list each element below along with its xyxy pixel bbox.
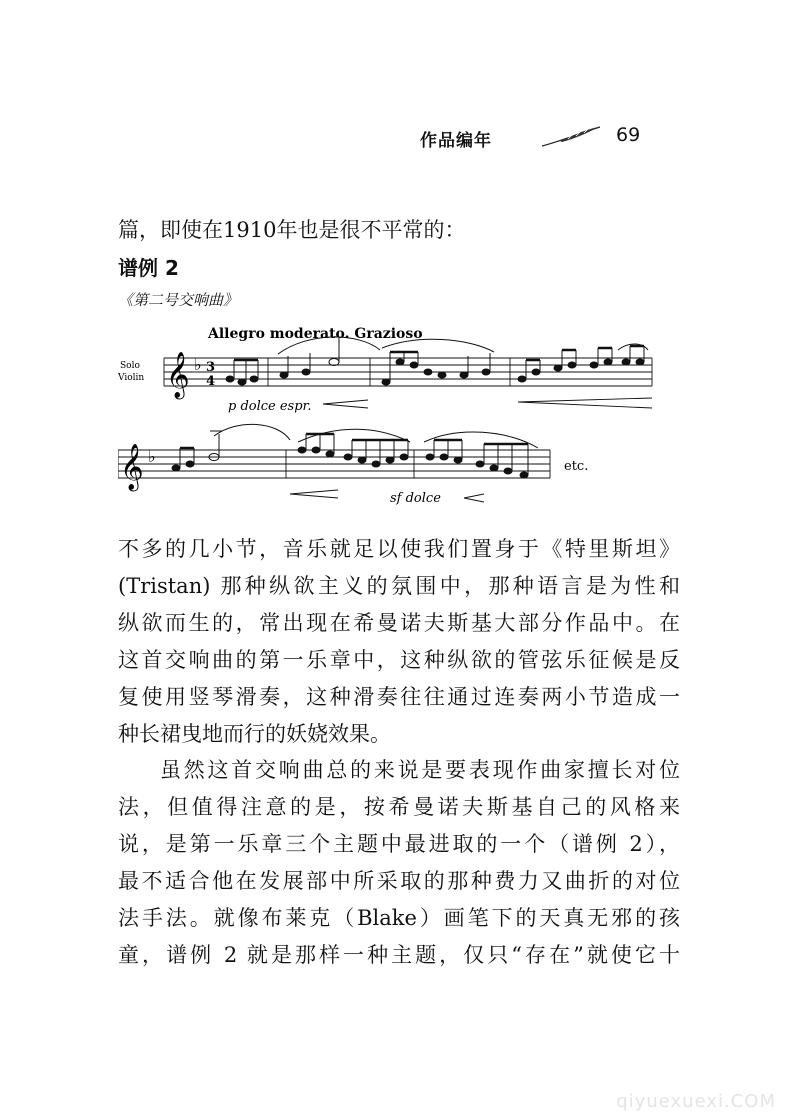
paragraph-line: 种长裙曳地而行的妖娆效果。 — [118, 722, 391, 746]
paragraph-line: 说，是第一乐章三个主题中最进取的一个（谱例 2）， — [118, 832, 680, 856]
page-number: 69 — [616, 124, 641, 146]
paragraph-line: 童，谱例 2 就是那样一种主题，仅只“存在”就使它十 — [118, 943, 680, 967]
intro-text: 篇，即使在1910年也是很不平常的： — [118, 218, 466, 242]
notes-staff-1 — [226, 337, 648, 385]
hairpin-4 — [464, 494, 484, 502]
notes-staff-2 — [172, 424, 538, 478]
flat-key-signature-icon: ♭ — [194, 355, 202, 374]
paragraph-line: 法手法。就像布莱克（Blake）画笔下的天真无邪的孩 — [118, 906, 680, 930]
flat-key-signature-icon-2: ♭ — [148, 447, 156, 466]
treble-clef-icon-2: 𝄞 — [120, 444, 144, 490]
instrument-label-2: Violin — [118, 373, 145, 383]
time-signature-bottom: 4 — [206, 374, 216, 389]
example-title: 《第二号交响曲》 — [118, 291, 239, 309]
feather-ornament-icon — [538, 124, 608, 150]
header-title: 作品编年 — [420, 131, 492, 151]
paragraph-line: 最不适合他在发展部中所采取的那种费力又曲折的对位 — [118, 869, 680, 893]
paragraph-line: 法，但值得注意的是，按希曼诺夫斯基自己的风格来 — [118, 795, 680, 819]
instrument-label-1: Solo — [120, 361, 140, 371]
etc-marking: etc. — [564, 459, 589, 474]
example-label: 谱例 2 — [118, 256, 179, 280]
staff-1 — [164, 358, 652, 386]
hairpin-2 — [518, 398, 652, 408]
paragraph-1 — [118, 531, 680, 753]
music-score — [118, 318, 658, 518]
dynamic-marking-2: sf dolce — [390, 491, 441, 506]
dynamic-marking-1: p dolce espr. — [228, 399, 312, 414]
time-signature-top: 3 — [206, 360, 216, 375]
paragraph-line: 这首交响曲的第一乐章中，这种纵欲的管弦乐征候是反 — [118, 648, 680, 672]
paragraph-line: 虽然这首交响曲总的来说是要表现作曲家擅长对位 — [160, 758, 680, 782]
running-header — [420, 122, 660, 154]
hairpin-3 — [290, 490, 338, 498]
intro-line — [118, 212, 680, 249]
tempo-marking: Allegro moderato. Grazioso — [208, 326, 423, 342]
watermark: qiyuexuexi.COM — [616, 1091, 776, 1112]
paragraph-line: (Tristan) 那种纵欲主义的氛围中，那种语言是为性和 — [118, 574, 680, 598]
treble-clef-icon: 𝄞 — [166, 352, 190, 398]
paragraph-line: 复使用竖琴滑奏，这种滑奏往往通过连奏两小节造成一 — [118, 685, 680, 709]
crescendo-hairpin-1 — [323, 400, 368, 408]
paragraph-line: 纵欲而生的，常出现在希曼诺夫斯基大部分作品中。在 — [118, 611, 680, 635]
paragraph-2 — [118, 752, 680, 974]
paragraph-line: 不多的几小节，音乐就足以使我们置身于《特里斯坦》 — [118, 537, 680, 561]
